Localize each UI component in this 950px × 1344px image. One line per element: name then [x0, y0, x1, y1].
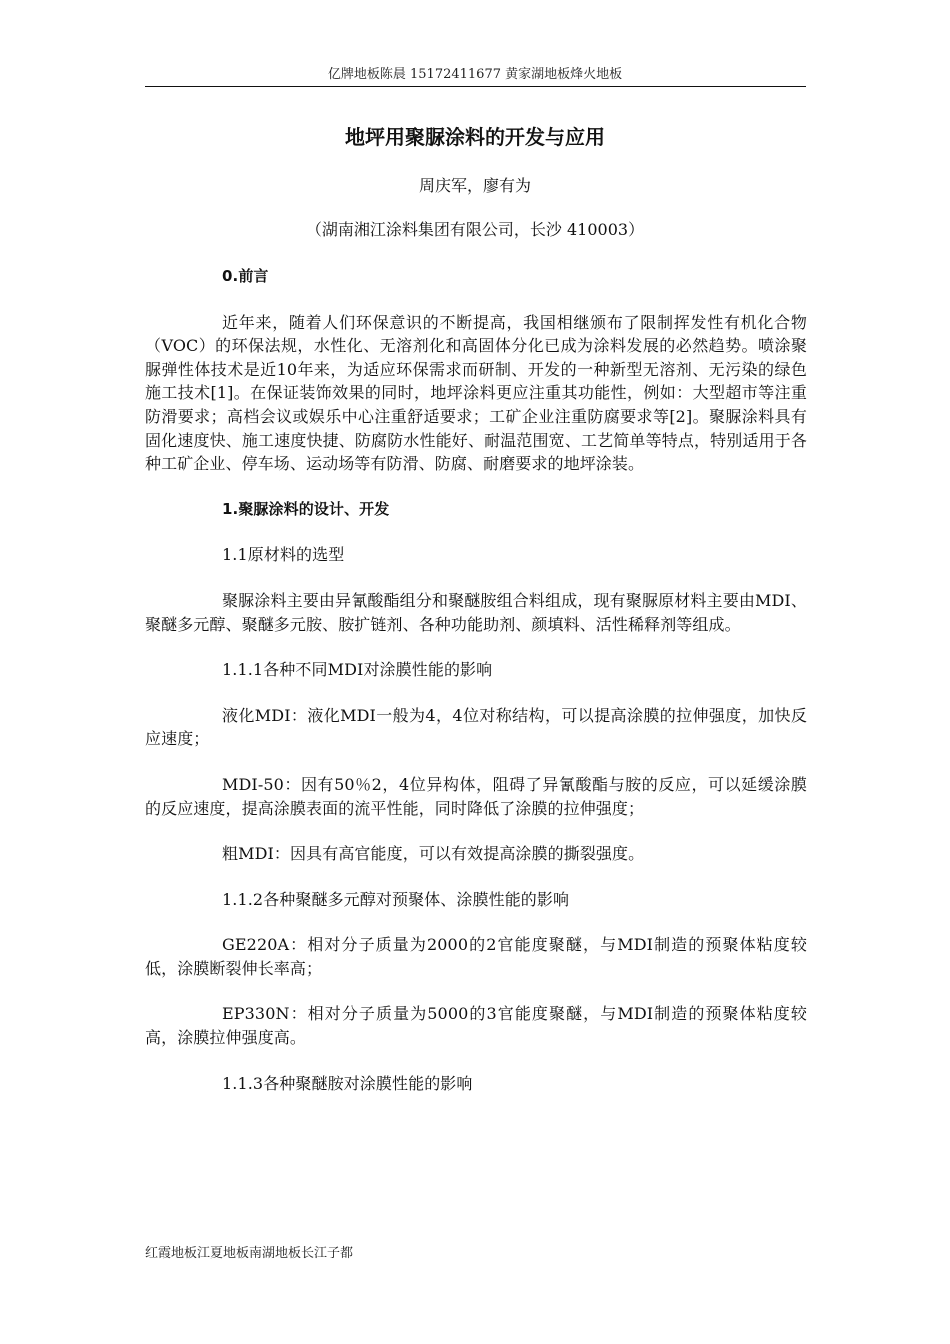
subsection-heading-polyether-amine: 1.1.3各种聚醚胺对涂膜性能的影响: [222, 1073, 473, 1093]
authors: 周庆军，廖有为: [418, 176, 531, 195]
header-divider: [145, 86, 806, 87]
section-heading-design: 1.聚脲涂料的设计、开发: [222, 499, 390, 518]
paragraph-preface: 近年来，随着人们环保意识的不断提高，我国相继颁布了限制挥发性有机化合物（VOC）的环保法规，水性化、无溶剂化和高固体分化已成为涂料发展的必然趋势。喷涂聚脲弹性体技术是近10年来，为适应环保需求而研制、开发的一种新型无溶剂、无污染的绿色施工技术[1]。在保证装饰效果的同时，地坪涂料更应注重其功能性，例如：大型超市等注重防滑要求；高档会议或娱乐中心注重舒适要求；工矿企业注重防腐要求等[2]。聚脲涂料具有固化速度快、施工速度快捷、防腐防水性能好、耐温范围宽、工艺简单等特点，特别适用于各种工矿企业、停车场、运动场等有防滑、防腐、耐磨要求的地坪涂装。: [145, 312, 807, 474]
paragraph-materials: 聚脲涂料主要由异氰酸酯组分和聚醚胺组合料组成，现有聚脲原材料主要由MDI、聚醚多元醇、聚醚多元胺、胺扩链剂、各种功能助剂、颜填料、活性稀释剂等组成。: [145, 590, 807, 634]
paragraph-ge220a: GE220A：相对分子质量为2000的2官能度聚醚，与MDI制造的预聚体粘度较低，涂膜断裂伸长率高；: [145, 935, 807, 978]
page-footer: 红霞地板江夏地板南湖地板长江子都: [145, 1246, 354, 1261]
page-header: 亿牌地板陈晨 15172411677 黄家湖地板烽火地板: [327, 67, 623, 82]
paragraph-ep330n: EP330N：相对分子质量为5000的3官能度聚醚，与MDI制造的预聚体粘度较高，涂膜拉伸强度高。: [145, 1004, 807, 1048]
document-title: 地坪用聚脲涂料的开发与应用: [345, 125, 605, 149]
subsection-heading-polyether-polyol: 1.1.2各种聚醚多元醇对预聚体、涂膜性能的影响: [222, 889, 570, 909]
affiliation: （湖南湘江涂料集团有限公司，长沙 410003）: [305, 220, 645, 239]
subsection-heading-materials: 1.1原材料的选型: [222, 545, 345, 565]
section-heading-preface: 0.前言: [222, 267, 269, 285]
paragraph-crude-mdi: 粗MDI：因具有高官能度，可以有效提高涂膜的撕裂强度。: [222, 844, 645, 864]
document-body: [145, 265, 807, 1095]
subsection-heading-mdi: 1.1.1各种不同MDI对涂膜性能的影响: [222, 660, 493, 680]
paragraph-mdi-50: MDI-50：因有50％2，4位异构体，阻碍了异氰酸酯与胺的反应，可以延缓涂膜的反应速度，提高涂膜表面的流平性能，同时降低了涂膜的拉伸强度；: [145, 774, 807, 818]
paragraph-liquid-mdi: 液化MDI：液化MDI一般为4，4位对称结构，可以提高涂膜的拉伸强度，加快反应速度；: [145, 705, 807, 749]
